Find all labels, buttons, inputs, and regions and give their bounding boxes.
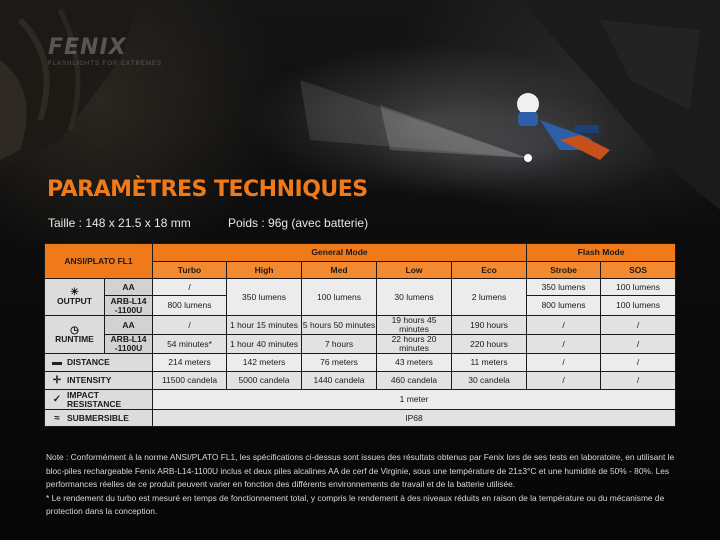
intensity-strobe: / bbox=[527, 372, 601, 390]
clock-icon: ◷ bbox=[70, 324, 79, 336]
intensity-icon: ✛ bbox=[52, 375, 62, 386]
distance-label bbox=[45, 354, 153, 372]
brightness-icon: ☀ bbox=[70, 287, 79, 298]
impact-label bbox=[45, 390, 153, 410]
climber-figure bbox=[517, 93, 610, 162]
runtime-arb-label: ARB-L14 -1100U bbox=[105, 335, 153, 354]
intensity-med: 1440 candela bbox=[302, 372, 377, 390]
general-mode-header: General Mode bbox=[153, 244, 527, 262]
output-strobe-arb: 800 lumens bbox=[527, 296, 601, 316]
brand-logo-text: FENIX bbox=[48, 35, 127, 60]
runtime-arb-high: 1 hour 40 minutes bbox=[227, 335, 302, 354]
submersible-label bbox=[45, 410, 153, 427]
output-aa-label: AA bbox=[105, 279, 153, 296]
brand-tagline: FLASHLIGHTS FOR EXTREMES bbox=[48, 61, 163, 67]
runtime-arb-strobe: / bbox=[527, 335, 601, 354]
runtime-label-text: RUNTIME bbox=[55, 333, 94, 344]
flash-mode-header: Flash Mode bbox=[527, 244, 676, 262]
mode-header-sos: SOS bbox=[601, 262, 676, 279]
mode-header-turbo: Turbo bbox=[153, 262, 227, 279]
impact-value: 1 meter bbox=[153, 390, 676, 410]
mode-header-low: Low bbox=[377, 262, 452, 279]
distance-strobe: / bbox=[527, 354, 601, 372]
intensity-sos: / bbox=[601, 372, 676, 390]
distance-low: 43 meters bbox=[377, 354, 452, 372]
distance-sos: / bbox=[601, 354, 676, 372]
output-turbo-arb: 800 lumens bbox=[153, 296, 227, 316]
output-turbo-aa: / bbox=[153, 279, 227, 296]
mode-header-high: High bbox=[227, 262, 302, 279]
size-text: Taille : 148 x 21.5 x 18 mm bbox=[48, 216, 191, 230]
brand-logo bbox=[48, 35, 162, 67]
weight-text: Poids : 96g (avec batterie) bbox=[228, 216, 369, 230]
output-strobe-aa: 350 lumens bbox=[527, 279, 601, 296]
distance-label-text: DISTANCE bbox=[67, 357, 110, 367]
runtime-aa-sos: / bbox=[601, 316, 676, 335]
runtime-arb-eco: 220 hours bbox=[452, 335, 527, 354]
impact-icon: ✓ bbox=[52, 394, 62, 405]
intensity-label-text: INTENSITY bbox=[67, 375, 112, 385]
runtime-arb-med: 7 hours bbox=[302, 335, 377, 354]
distance-turbo: 214 meters bbox=[153, 354, 227, 372]
runtime-aa-strobe: / bbox=[527, 316, 601, 335]
runtime-aa-eco: 190 hours bbox=[452, 316, 527, 335]
mode-header-eco: Eco bbox=[452, 262, 527, 279]
runtime-aa-med: 5 hours 50 minutes bbox=[302, 316, 377, 335]
page-title: PARAMÈTRES TECHNIQUES bbox=[47, 177, 368, 202]
water-icon: ≈ bbox=[54, 412, 60, 424]
specs-table bbox=[44, 243, 676, 427]
output-sos-arb: 100 lumens bbox=[601, 296, 676, 316]
submersible-value: IP68 bbox=[153, 410, 676, 427]
model-header: ANSI/PLATO FL1 bbox=[45, 244, 153, 279]
runtime-label bbox=[45, 316, 105, 354]
impact-label-text: IMPACT RESISTANCE bbox=[67, 389, 122, 409]
distance-eco: 11 meters bbox=[452, 354, 527, 372]
output-label bbox=[45, 279, 105, 316]
intensity-low: 460 candela bbox=[377, 372, 452, 390]
output-eco: 2 lumens bbox=[452, 279, 527, 316]
distance-med: 76 meters bbox=[302, 354, 377, 372]
footnote-line-2: * Le rendement du turbo est mesuré en temps de fonctionnement total, y compris le rendement à des niveaux réduits en raison de la température ou du mécanisme de protection dans la conception. bbox=[46, 492, 665, 516]
runtime-arb-sos: / bbox=[601, 335, 676, 354]
runtime-aa-high: 1 hour 15 minutes bbox=[227, 316, 302, 335]
runtime-aa-turbo: / bbox=[153, 316, 227, 335]
output-med: 100 lumens bbox=[302, 279, 377, 316]
footnote-line-1: Note : Conformément à la norme ANSI/PLATO FL1, les spécifications ci-dessus sont issues des résultats obtenus par Fenix lors de ses tests en laboratoire, en utilisant le bloc-piles rechargeable Fenix ARB-L14-1100U inclus et deux piles alcalines AA de cerf de Virginie, sous une température de 21±3°C et une humidité de 50% - 80%. Les performances réelles de ce produit peuvent varier en fonction des différents environnements de travail et de la batterie utilisée. bbox=[46, 452, 675, 489]
distance-icon: ▬ bbox=[52, 357, 62, 368]
output-high: 350 lumens bbox=[227, 279, 302, 316]
runtime-aa-label: AA bbox=[105, 316, 153, 335]
distance-high: 142 meters bbox=[227, 354, 302, 372]
output-label-text: OUTPUT bbox=[57, 296, 92, 306]
runtime-aa-low: 19 hours 45 minutes bbox=[377, 316, 452, 335]
intensity-high: 5000 candela bbox=[227, 372, 302, 390]
intensity-eco: 30 candela bbox=[452, 372, 527, 390]
mode-header-strobe: Strobe bbox=[527, 262, 601, 279]
intensity-turbo: 11500 candela bbox=[153, 372, 227, 390]
runtime-arb-turbo: 54 minutes* bbox=[153, 335, 227, 354]
footnote bbox=[46, 451, 676, 519]
runtime-arb-low: 22 hours 20 minutes bbox=[377, 335, 452, 354]
submersible-label-text: SUBMERSIBLE bbox=[67, 412, 129, 423]
output-sos-aa: 100 lumens bbox=[601, 279, 676, 296]
output-arb-label: ARB-L14 -1100U bbox=[105, 296, 153, 316]
mode-header-med: Med bbox=[302, 262, 377, 279]
intensity-label bbox=[45, 372, 153, 390]
output-low: 30 lumens bbox=[377, 279, 452, 316]
